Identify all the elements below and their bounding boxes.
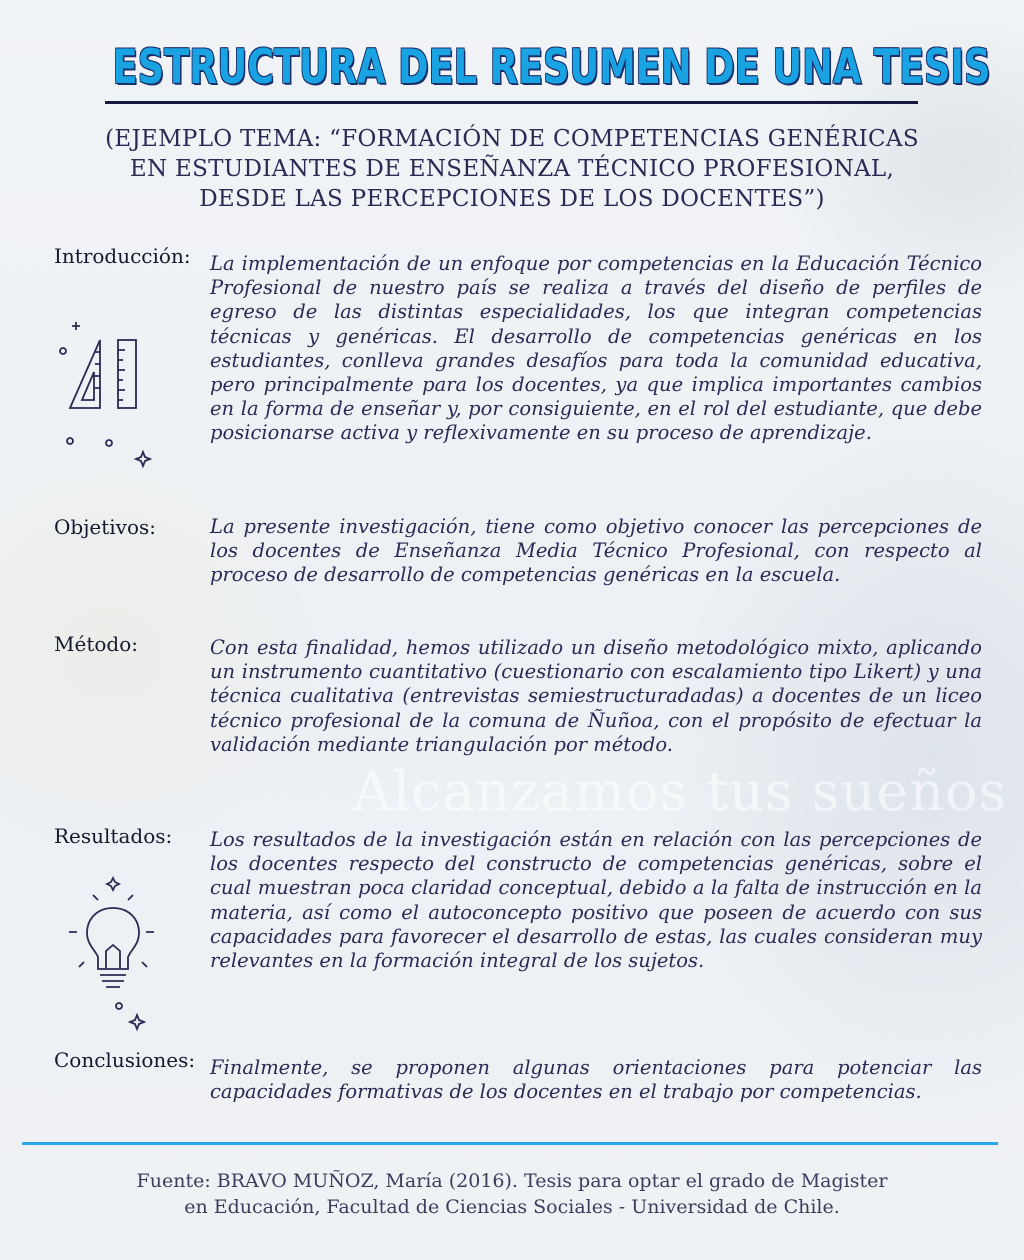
section-text-resultados: Los resultados de la investigación están en relación con las percepciones de los docentes respecto del constructo de competencias genéricas, sobre el cual muestran poca claridad conceptual, debido a la falta de instrucción en la materia, así como el autoconcepto positivo que poseen de acuerdo con sus capacidades para favorecer el desarrollo de estas, las cuales consideran muy relevantes en la formación integral de los sujetos.	[210, 828, 982, 973]
title-underline	[105, 101, 918, 104]
background-watermark: Alcanzamos tus sueños	[352, 760, 1008, 823]
lightbulb-icon	[58, 872, 168, 1032]
citation-line-2: en Educación, Facultad de Ciencias Sociales - Universidad de Chile.	[184, 1196, 840, 1218]
source-citation	[60, 1168, 964, 1220]
subtitle-line-2: EN ESTUDIANTES DE ENSEÑANZA TÉCNICO PROFESIONAL,	[129, 156, 895, 182]
section-label-resultados: Resultados:	[54, 824, 173, 848]
footer-divider	[22, 1142, 998, 1145]
section-text-introduccion: La implementación de un enfoque por competencias en la Educación Técnico Profesional de nuestro país se realiza a través del diseño de perfiles de egreso de las distintas especialidades, los que integran competencias técnicas y genéricas. El desarrollo de competencias genéricas en los estudiantes, conlleva grandes desafíos para toda la comunidad educativa, pero principalmente para los docentes, ya que implica importantes cambios en la forma de enseñar y, por consiguiente, en el rol del estudiante, que debe posicionarse activa y reflexivamente en su proceso de aprendizaje.	[210, 252, 982, 445]
section-label-objetivos: Objetivos:	[54, 515, 157, 539]
subtitle-line-3: DESDE LAS PERCEPCIONES DE LOS DOCENTES”)	[199, 186, 825, 212]
section-label-conclusiones: Conclusiones:	[54, 1048, 196, 1072]
section-text-metodo: Con esta finalidad, hemos utilizado un diseño metodológico mixto, aplicando un instrumento cuantitativo (cuestionario con escalamiento tipo Likert) y una técnica cualitativa (entrevistas semiestructuradadas) a docentes de un liceo técnico profesional de la comuna de Ñuñoa, con el propósito de efectuar la validación mediante triangulación por método.	[210, 636, 982, 756]
subtitle-line-1: (EJEMPLO TEMA: “FORMACIÓN DE COMPETENCIAS GENÉRICAS	[105, 126, 919, 152]
subtitle	[60, 124, 964, 214]
section-label-introduccion: Introducción:	[54, 244, 191, 268]
ruler-triangle-icon	[52, 312, 162, 472]
section-text-conclusiones: Finalmente, se proponen algunas orientaciones para potenciar las capacidades formativas de los docentes en el trabajo por competencias.	[210, 1056, 982, 1104]
section-text-objetivos: La presente investigación, tiene como objetivo conocer las percepciones de los docentes de Enseñanza Media Técnico Profesional, con respecto al proceso de desarrollo de competencias genéricas en la escuela.	[210, 515, 982, 587]
page-title: ESTRUCTURA DEL RESUMEN DE UNA TESIS	[112, 40, 991, 95]
section-label-metodo: Método:	[54, 632, 138, 656]
citation-line-1: Fuente: BRAVO MUÑOZ, María (2016). Tesis para optar el grado de Magister	[136, 1170, 888, 1192]
